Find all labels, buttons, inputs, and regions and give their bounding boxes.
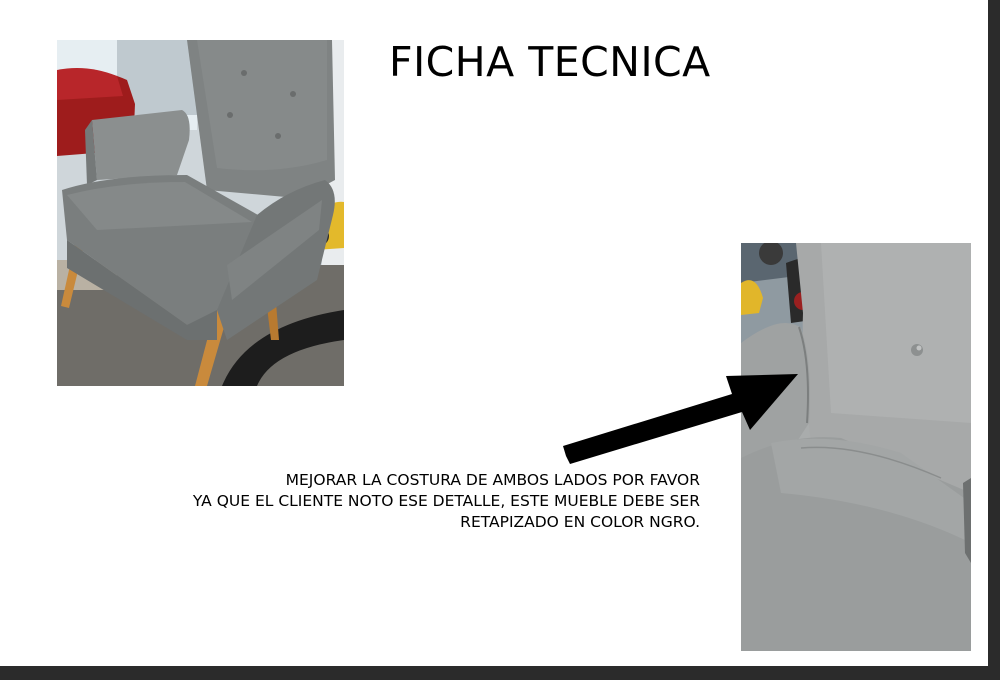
note-line-2: YA QUE EL CLIENTE NOTO ESE DETALLE, ESTE MUEBLE DEBE SER: [192, 492, 700, 510]
note-line-3: RETAPIZADO EN COLOR NGRO.: [460, 513, 700, 531]
armchair-photo: [57, 40, 344, 386]
page-shadow-right: [988, 0, 1000, 680]
instruction-note: [193, 470, 700, 533]
note-line-1: MEJORAR LA COSTURA DE AMBOS LADOS POR FAVOR: [285, 471, 700, 489]
armchair-photo-drawing: [57, 40, 344, 386]
document-title: FICHA TECNICA: [389, 38, 711, 86]
page-shadow-bottom: [0, 666, 1000, 680]
arrow-icon: [560, 360, 800, 470]
arrow-icon-shape: [560, 360, 800, 470]
